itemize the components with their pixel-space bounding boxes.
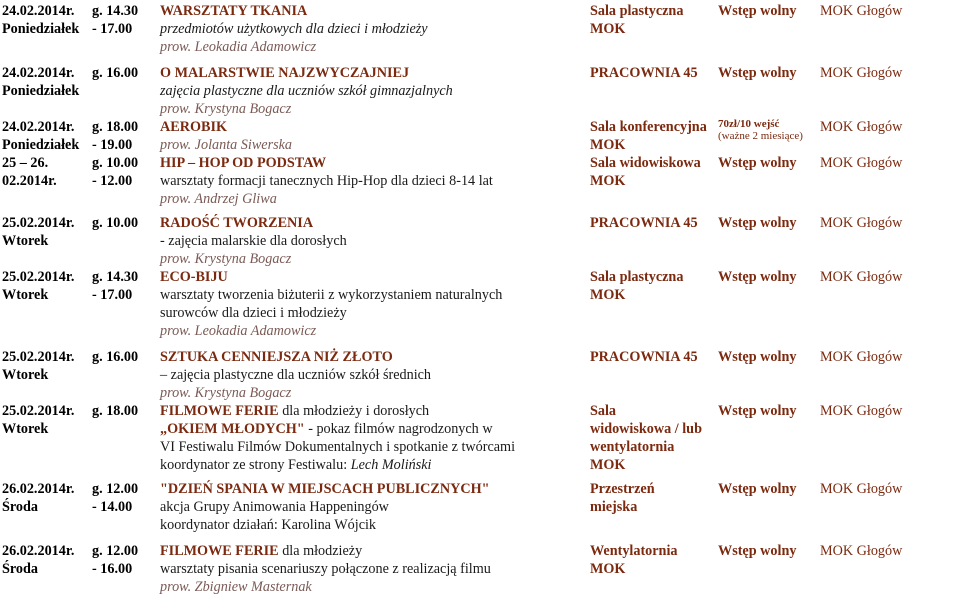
event-leader: prow. Jolanta Siwerska xyxy=(160,137,293,153)
coordinator-label: koordynator ze strony Festiwalu: xyxy=(160,457,351,473)
time-start: g. 14.30 xyxy=(92,3,139,19)
event-leader: prow. Krystyna Bogacz xyxy=(160,385,292,401)
entry: Wstęp wolny xyxy=(718,543,797,559)
place: Sala konferencyjna xyxy=(590,119,707,135)
place: PRACOWNIA 45 xyxy=(590,65,698,81)
time-start: g. 10.00 xyxy=(92,155,139,171)
event-title-rest: dla młodzieży xyxy=(278,543,363,559)
place: Wentylatornia xyxy=(590,543,678,559)
place-cell xyxy=(590,542,714,578)
event-cell xyxy=(160,402,588,474)
org-cell xyxy=(820,154,958,172)
date-cell xyxy=(2,402,88,438)
org-cell xyxy=(820,542,958,560)
entry: Wstęp wolny xyxy=(718,481,797,497)
organizer: MOK Głogów xyxy=(820,215,903,231)
event-desc: przedmiotów użytkowych dla dzieci i młodzieży xyxy=(160,21,428,37)
entry-note: (ważne 2 miesiące) xyxy=(718,130,803,142)
event-desc: - zajęcia malarskie dla dorosłych xyxy=(160,233,347,249)
place: MOK xyxy=(590,137,626,153)
date-cell xyxy=(2,542,88,578)
entry-cell xyxy=(718,64,816,82)
date-cell xyxy=(2,480,88,516)
time-cell xyxy=(92,542,154,578)
event-desc: akcja Grupy Animowania Happeningów xyxy=(160,499,389,515)
organizer: MOK Głogów xyxy=(820,481,903,497)
entry-cell xyxy=(718,480,816,498)
date: 02.2014r. xyxy=(2,173,57,189)
organizer: MOK Głogów xyxy=(820,155,903,171)
event-cell xyxy=(160,480,588,534)
org-cell xyxy=(820,402,958,420)
weekday: Środa xyxy=(2,499,39,515)
time-cell xyxy=(92,348,154,366)
place: widowiskowa / lub xyxy=(590,421,702,437)
entry: Wstęp wolny xyxy=(718,3,797,19)
event-cell xyxy=(160,348,588,402)
weekday: Poniedziałek xyxy=(2,21,80,37)
place-cell xyxy=(590,2,714,38)
weekday: Wtorek xyxy=(2,287,49,303)
time-end: - 16.00 xyxy=(92,561,133,577)
time-start: g. 18.00 xyxy=(92,403,139,419)
event-desc: - pokaz filmów nagrodzonych w xyxy=(304,421,493,437)
entry-cell xyxy=(718,402,816,420)
time-cell xyxy=(92,118,154,154)
weekday: Wtorek xyxy=(2,367,49,383)
place: PRACOWNIA 45 xyxy=(590,215,698,231)
date-cell xyxy=(2,348,88,384)
time-cell xyxy=(92,268,154,304)
weekday: Środa xyxy=(2,561,39,577)
date: 25.02.2014r. xyxy=(2,269,75,285)
event-leader: prow. Andrzej Gliwa xyxy=(160,191,277,207)
place: Przestrzeń xyxy=(590,481,655,497)
date: 26.02.2014r. xyxy=(2,481,75,497)
place-cell xyxy=(590,118,714,154)
place-cell xyxy=(590,64,714,82)
org-cell xyxy=(820,214,958,232)
date: 25.02.2014r. xyxy=(2,349,75,365)
date: 25.02.2014r. xyxy=(2,403,75,419)
place: Sala widowiskowa xyxy=(590,155,701,171)
org-cell xyxy=(820,64,958,82)
time-cell xyxy=(92,480,154,516)
place: miejska xyxy=(590,499,638,515)
place-cell xyxy=(590,214,714,232)
date-cell xyxy=(2,118,88,154)
entry: Wstęp wolny xyxy=(718,349,797,365)
time-cell xyxy=(92,402,154,420)
organizer: MOK Głogów xyxy=(820,269,903,285)
time-start: g. 16.00 xyxy=(92,65,139,81)
time-cell xyxy=(92,64,154,82)
event-title: WARSZTATY TKANIA xyxy=(160,3,308,19)
event-title: HIP – HOP OD PODSTAW xyxy=(160,155,327,171)
event-title: FILMOWE FERIE xyxy=(160,403,279,419)
event-title: AEROBIK xyxy=(160,119,228,135)
date: 25 – 26. xyxy=(2,155,49,171)
date-cell xyxy=(2,154,88,190)
entry-cell xyxy=(718,348,816,366)
event-desc: – zajęcia plastyczne dla uczniów szkół średnich xyxy=(160,367,432,383)
organizer: MOK Głogów xyxy=(820,403,903,419)
event-cell xyxy=(160,2,588,56)
time-start: g. 12.00 xyxy=(92,481,139,497)
entry-cell xyxy=(718,118,816,142)
date: 24.02.2014r. xyxy=(2,3,75,19)
time-end: - 12.00 xyxy=(92,173,133,189)
entry-cell xyxy=(718,542,816,560)
entry-cell xyxy=(718,268,816,286)
time-start: g. 14.30 xyxy=(92,269,139,285)
time-start: g. 16.00 xyxy=(92,349,139,365)
time-cell xyxy=(92,154,154,190)
place: wentylatornia xyxy=(590,439,675,455)
event-highlight: „OKIEM MŁODYCH" xyxy=(160,421,305,437)
organizer: MOK Głogów xyxy=(820,349,903,365)
place: MOK xyxy=(590,21,626,37)
event-leader: prow. Leokadia Adamowicz xyxy=(160,323,317,339)
date: 24.02.2014r. xyxy=(2,65,75,81)
coordinator-name: Lech Moliński xyxy=(350,457,432,473)
time-end: - 19.00 xyxy=(92,137,133,153)
organizer: MOK Głogów xyxy=(820,65,903,81)
time-start: g. 10.00 xyxy=(92,215,139,231)
event-desc: warsztaty pisania scenariuszy połączone z realizacją filmu xyxy=(160,561,491,577)
event-cell xyxy=(160,268,588,340)
event-leader: prow. Leokadia Adamowicz xyxy=(160,39,317,55)
org-cell xyxy=(820,2,958,20)
entry-cell xyxy=(718,154,816,172)
org-cell xyxy=(820,268,958,286)
org-cell xyxy=(820,480,958,498)
entry: Wstęp wolny xyxy=(718,403,797,419)
organizer: MOK Głogów xyxy=(820,119,903,135)
time-start: g. 18.00 xyxy=(92,119,139,135)
date: 24.02.2014r. xyxy=(2,119,75,135)
event-title-rest: dla młodzieży i dorosłych xyxy=(278,403,430,419)
weekday: Wtorek xyxy=(2,421,49,437)
organizer: MOK Głogów xyxy=(820,3,903,19)
date-cell xyxy=(2,268,88,304)
place: MOK xyxy=(590,287,626,303)
event-title: FILMOWE FERIE xyxy=(160,543,279,559)
date-cell xyxy=(2,2,88,38)
event-title: ECO-BIJU xyxy=(160,269,228,285)
event-title: RADOŚĆ TWORZENIA xyxy=(160,215,314,231)
entry: Wstęp wolny xyxy=(718,155,797,171)
place: MOK xyxy=(590,173,626,189)
org-cell xyxy=(820,118,958,136)
place: Sala plastyczna xyxy=(590,269,684,285)
event-title: "DZIEŃ SPANIA W MIEJSCACH PUBLICZNYCH" xyxy=(160,481,490,497)
org-cell xyxy=(820,348,958,366)
event-desc: surowców dla dzieci i młodzieży xyxy=(160,305,347,321)
date: 25.02.2014r. xyxy=(2,215,75,231)
event-desc: koordynator działań: Karolina Wójcik xyxy=(160,517,377,533)
event-cell xyxy=(160,118,588,154)
place-cell xyxy=(590,268,714,304)
date-cell xyxy=(2,64,88,100)
date-cell xyxy=(2,214,88,250)
event-desc: zajęcia plastyczne dla uczniów szkół gimnazjalnych xyxy=(160,83,453,99)
entry: Wstęp wolny xyxy=(718,65,797,81)
event-cell xyxy=(160,542,588,596)
time-start: g. 12.00 xyxy=(92,543,139,559)
entry: Wstęp wolny xyxy=(718,269,797,285)
time-end: - 14.00 xyxy=(92,499,133,515)
event-desc: warsztaty tworzenia biżuterii z wykorzystaniem naturalnych xyxy=(160,287,503,303)
time-end: - 17.00 xyxy=(92,287,133,303)
time-cell xyxy=(92,214,154,232)
time-end: - 17.00 xyxy=(92,21,133,37)
date: 26.02.2014r. xyxy=(2,543,75,559)
event-cell xyxy=(160,154,588,208)
entry: Wstęp wolny xyxy=(718,215,797,231)
place: Sala xyxy=(590,403,617,419)
event-leader: prow. Krystyna Bogacz xyxy=(160,101,292,117)
event-leader: prow. Zbigniew Masternak xyxy=(160,579,312,595)
event-desc: warsztaty formacji tanecznych Hip-Hop dla dzieci 8-14 lat xyxy=(160,173,493,189)
event-leader: prow. Krystyna Bogacz xyxy=(160,251,292,267)
place-cell xyxy=(590,402,714,474)
place: Sala plastyczna xyxy=(590,3,684,19)
event-title: SZTUKA CENNIEJSZA NIŻ ZŁOTO xyxy=(160,349,393,365)
place-cell xyxy=(590,348,714,366)
time-cell xyxy=(92,2,154,38)
organizer: MOK Głogów xyxy=(820,543,903,559)
weekday: Poniedziałek xyxy=(2,137,80,153)
weekday: Wtorek xyxy=(2,233,49,249)
entry-cell xyxy=(718,2,816,20)
place: MOK xyxy=(590,457,626,473)
place-cell xyxy=(590,480,714,516)
place-cell xyxy=(590,154,714,190)
entry: 70zł/10 wejść xyxy=(718,118,780,130)
place: MOK xyxy=(590,561,626,577)
place: PRACOWNIA 45 xyxy=(590,349,698,365)
entry-cell xyxy=(718,214,816,232)
event-desc: VI Festiwalu Filmów Dokumentalnych i spotkanie z twórcami xyxy=(160,439,516,455)
event-cell xyxy=(160,64,588,118)
weekday: Poniedziałek xyxy=(2,83,80,99)
event-cell xyxy=(160,214,588,268)
event-title: O MALARSTWIE NAJZWYCZAJNIEJ xyxy=(160,65,410,81)
